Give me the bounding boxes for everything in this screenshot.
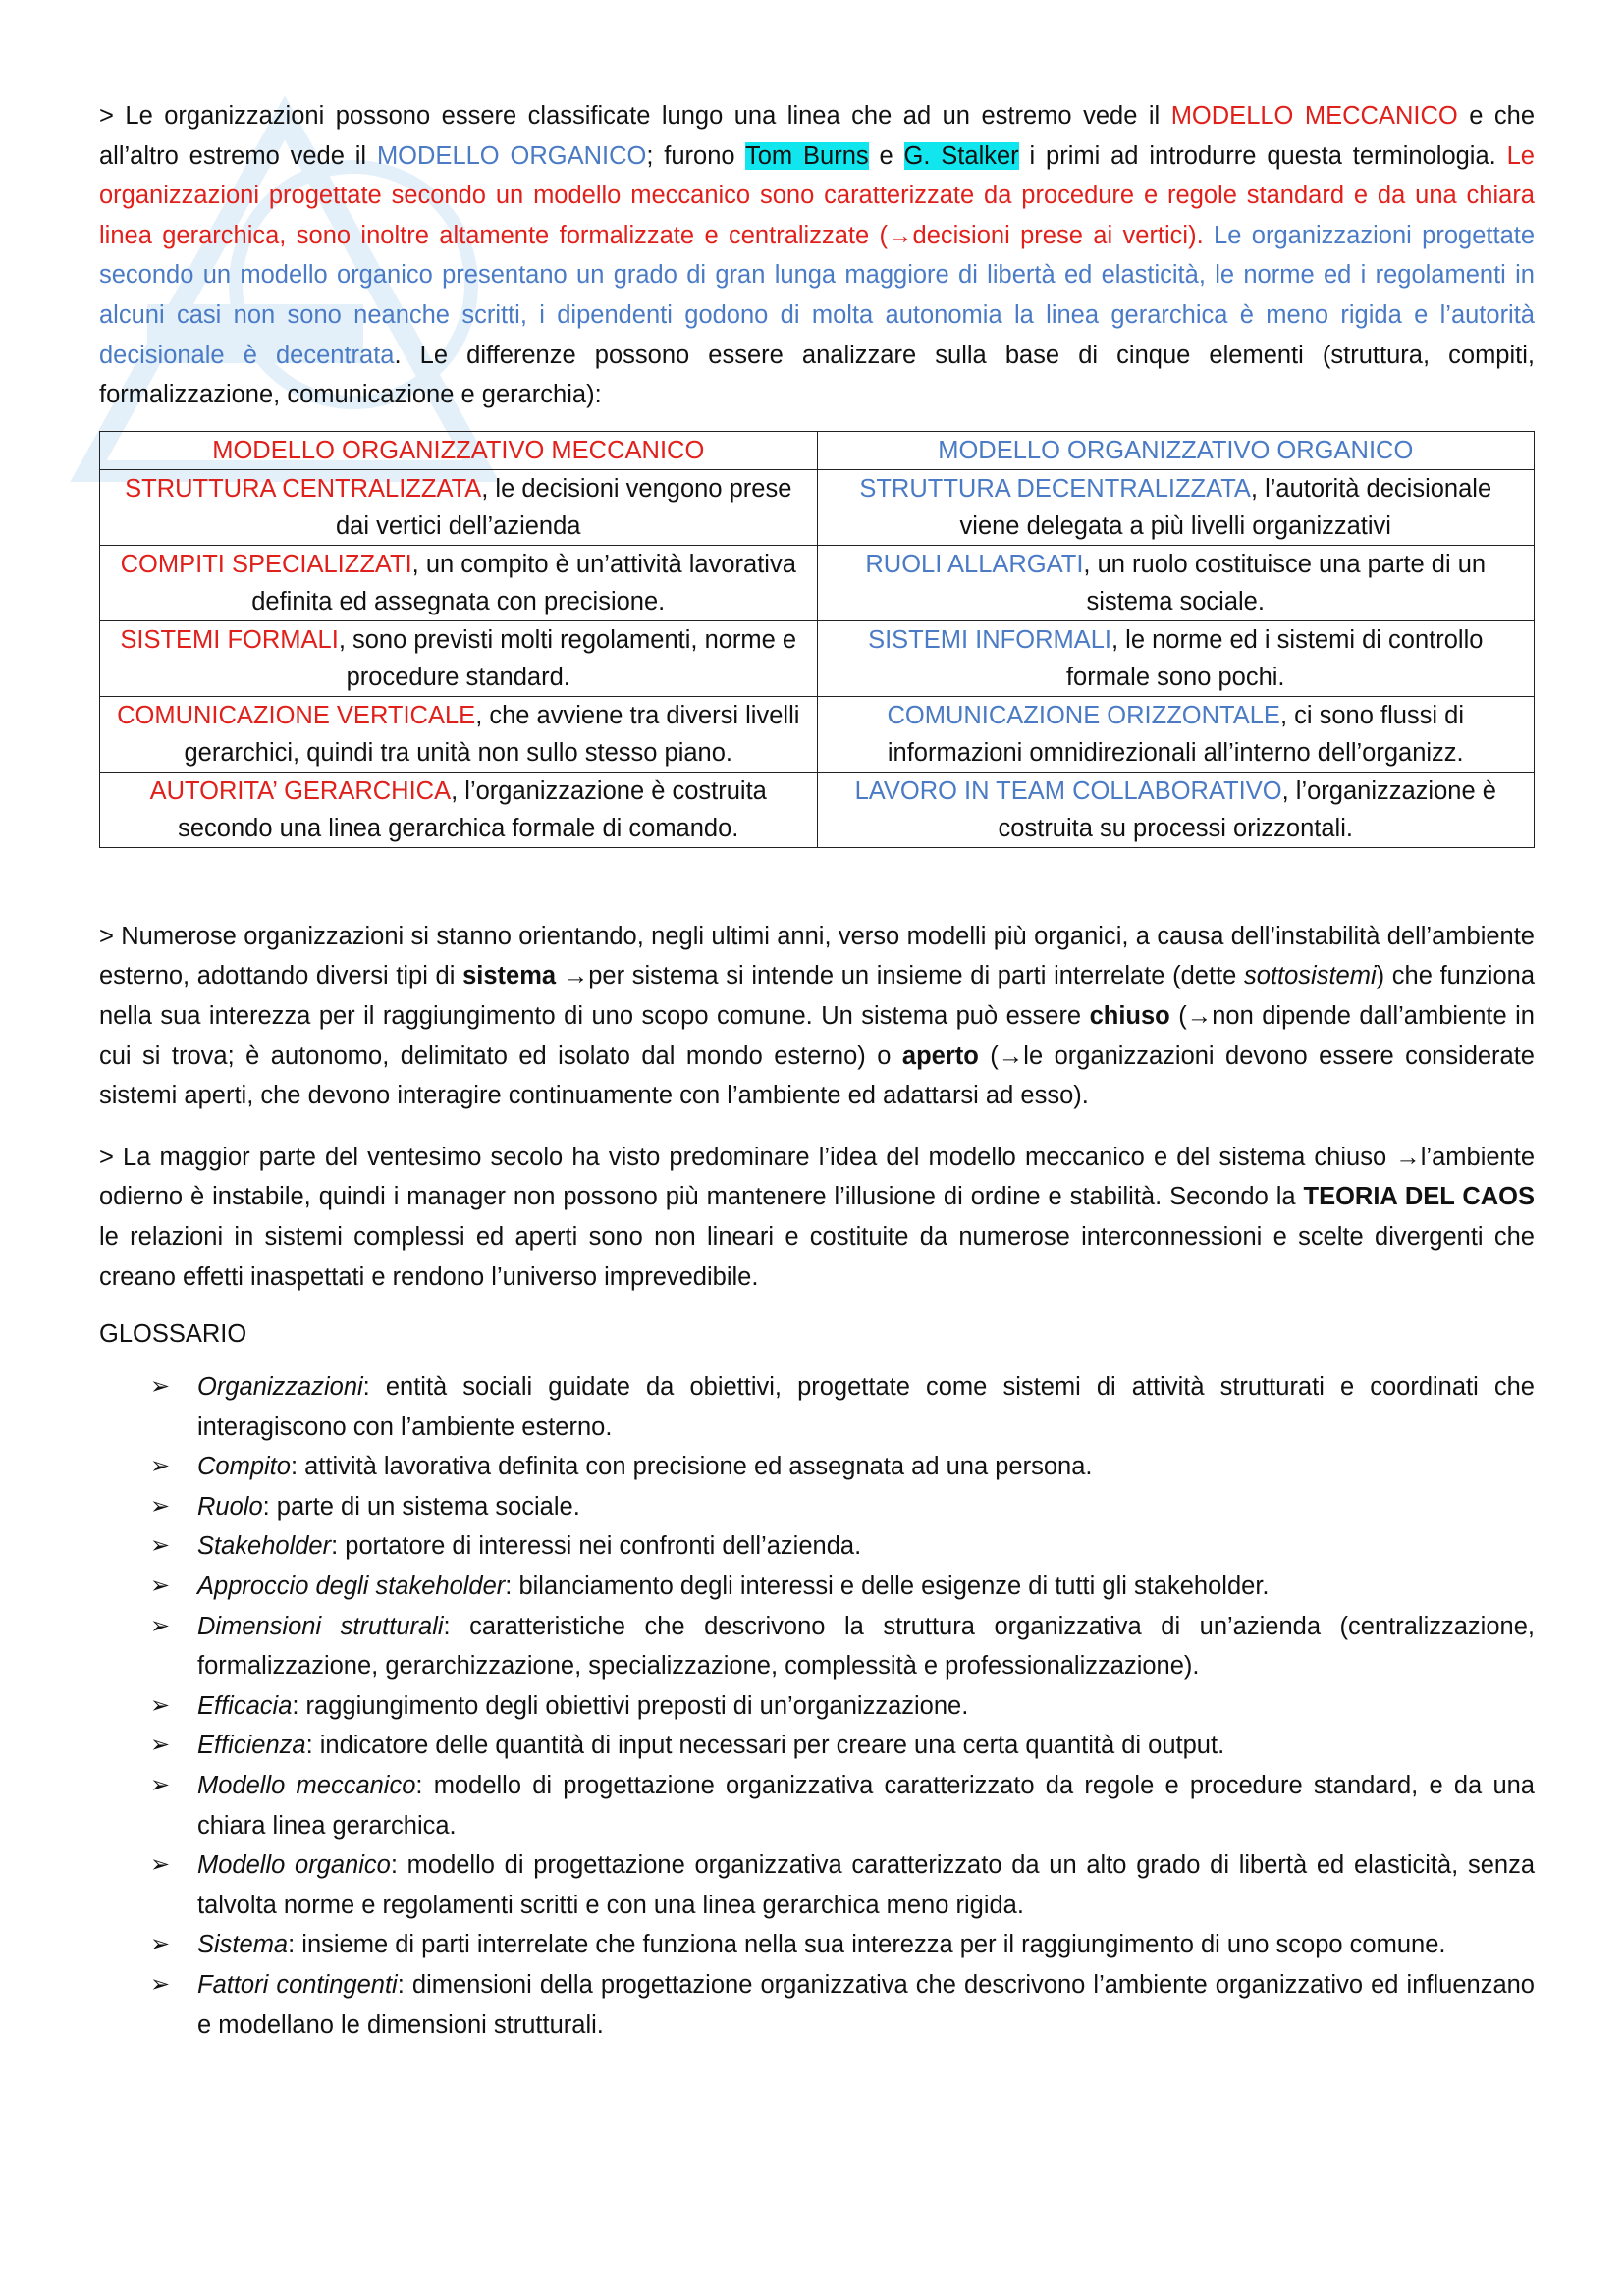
cell-organic: SISTEMI INFORMALI, le norme ed i sistemi di controllo formale sono pochi. <box>817 620 1535 696</box>
arrow-icon: → <box>556 962 589 990</box>
table-row <box>100 545 1535 620</box>
arrowhead-bullet-icon: ➢ <box>150 1573 171 1600</box>
intro-paragraph: > Le organizzazioni possono essere classificate lungo una linea che ad un estremo vede il MODELLO MECCANICO e che all’altro estremo vede il MODELLO ORGANICO; furono Tom Burns e G. Stalker i primi ad introdurre questa terminologia. Le organizzazioni progettate secondo un modello meccanico sono caratterizzate da procedure e regole standard e da una chiara linea gerarchica, sono inoltre altamente formalizzate e centralizzate (→decisioni prese ai vertici). Le organizzazioni progettate secondo un modello organico presentano un grado di gran lunga maggiore di libertà ed elasticità, le norme ed i regolamenti in alcuni casi non sono neanche scritti, i dipendenti godono di molta autonomia la linea gerarchica è meno rigida e l’autorità decisionale è decentrata. Le differenze possono essere analizzare sulla base di cinque elementi (struttura, compiti, formalizzazione, comunicazione e gerarchia): <box>99 102 1536 409</box>
cell-organic: RUOLI ALLARGATI, un ruolo costituisce una parte di un sistema sociale. <box>817 545 1535 620</box>
glossary-title: GLOSSARIO <box>99 1320 247 1349</box>
glossary-item: ➢ Modello organico: modello di progettazione organizzativa caratterizzato da un alto grado di libertà ed elasticità, senza talvolta norme e regolamenti scritti e con una linea gerarchica meno rigida. <box>99 1845 1535 1925</box>
cell-organic: LAVORO IN TEAM COLLABORATIVO, l’organizzazione è costruita su processi orizzontali. <box>817 772 1535 847</box>
cell-organic: STRUTTURA DECENTRALIZZATA, l’autorità decisionale viene delegata a più livelli organizzativi <box>817 469 1535 545</box>
header-organic: MODELLO ORGANIZZATIVO ORGANICO <box>817 431 1535 469</box>
mechanical-model-term: MODELLO MECCANICO <box>1170 102 1458 130</box>
arrowhead-bullet-icon: ➢ <box>150 1732 171 1759</box>
chaos-theory-paragraph: > La maggior parte del ventesimo secolo ha visto predominare l’idea del modello meccanico e del sistema chiuso →l’ambiente odierno è instabile, quindi i manager non possono più mantenere l’illusione di ordine e stabilità. Secondo la TEORIA DEL CAOS le relazioni in sistemi complessi ed aperti sono non lineari e costituite da numerose interconnessioni e scelte divergenti che creano effetti inaspettati e rendono l’universo imprevedibile. <box>99 1143 1535 1291</box>
glossary-item: ➢ Modello meccanico: modello di progettazione organizzativa caratterizzato da regole e procedure standard, e da una chiara linea gerarchica. <box>99 1766 1535 1845</box>
arrow-icon: → <box>1186 1001 1213 1030</box>
cell-mechanical: AUTORITA’ GERARCHICA, l’organizzazione è costruita secondo una linea gerarchica formale di comando. <box>100 772 818 847</box>
glossary-item: ➢ Stakeholder: portatore di interessi nei confronti dell’azienda. <box>99 1526 1535 1567</box>
arrowhead-bullet-icon: ➢ <box>150 1612 171 1639</box>
glossary-item: ➢ Compito: attività lavorativa definita con precisione ed assegnata ad una persona. <box>99 1447 1535 1487</box>
cell-organic: COMUNICAZIONE ORIZZONTALE, ci sono flussi di informazioni omnidirezionali all’interno dell’organizz. <box>817 696 1535 772</box>
table-row <box>100 772 1535 847</box>
cell-mechanical: COMPITI SPECIALIZZATI, un compito è un’attività lavorativa definita ed assegnata con precisione. <box>100 545 818 620</box>
table-row <box>100 620 1535 696</box>
glossary-item: ➢ Approccio degli stakeholder: bilanciamento degli interessi e delle esigenze di tutti gli stakeholder. <box>99 1567 1535 1607</box>
glossary-list <box>99 1367 1535 2045</box>
arrowhead-bullet-icon: ➢ <box>150 1373 171 1401</box>
arrowhead-bullet-icon: ➢ <box>150 1971 171 1998</box>
glossary-item: ➢ Sistema: insieme di parti interrelate che funziona nella sua interezza per il raggiungimento di uno scopo comune. <box>99 1925 1535 1965</box>
document-page <box>99 96 1535 2045</box>
author-burns: Tom Burns <box>744 141 869 170</box>
table-header-row <box>100 431 1535 469</box>
glossary-item: ➢ Ruolo: parte di un sistema sociale. <box>99 1487 1535 1527</box>
glossary-item: ➢ Fattori contingenti: dimensioni della progettazione organizzativa che descrivono l’ambiente organizzativo ed influenzano e modellano le dimensioni strutturali. <box>99 1965 1535 2045</box>
cell-mechanical: SISTEMI FORMALI, sono previsti molti regolamenti, norme e procedure standard. <box>100 620 818 696</box>
arrowhead-bullet-icon: ➢ <box>150 1453 171 1480</box>
systems-paragraph: > Numerose organizzazioni si stanno orientando, negli ultimi anni, verso modelli più organici, a causa dell’instabilità dell’ambiente esterno, adottando diversi tipi di sistema →per sistema si intende un insieme di parti interrelate (dette sottosistemi) che funziona nella sua interezza per il raggiungimento di uno scopo comune. Un sistema può essere chiuso (→non dipende dall’ambiente in cui si trova; è autonomo, delimitato ed isolato dal mondo esterno) o aperto (→le organizzazioni devono essere considerate sistemi aperti, che devono interagire continuamente con l’ambiente ed adattarsi ad esso). <box>99 922 1535 1110</box>
cell-mechanical: COMUNICAZIONE VERTICALE, che avviene tra diversi livelli gerarchici, quindi tra unità non sullo stesso piano. <box>100 696 818 772</box>
header-mechanical: MODELLO ORGANIZZATIVO MECCANICO <box>100 431 818 469</box>
arrow-icon: → <box>1395 1143 1421 1171</box>
glossary-item: ➢ Efficienza: indicatore delle quantità di input necessari per creare una certa quantità di output. <box>99 1726 1535 1766</box>
author-stalker: G. Stalker <box>903 141 1019 170</box>
arrowhead-bullet-icon: ➢ <box>150 1691 171 1719</box>
arrowhead-bullet-icon: ➢ <box>150 1931 171 1958</box>
comparison-table <box>99 431 1535 848</box>
cell-mechanical: STRUTTURA CENTRALIZZATA, le decisioni vengono prese dai vertici dell’azienda <box>100 469 818 545</box>
table-row <box>100 696 1535 772</box>
arrow-icon: → <box>888 221 913 249</box>
glossary-item: ➢ Dimensioni strutturali: caratteristiche che descrivono la struttura organizzativa di un’azienda (centralizzazione, formalizzazione, gerarchizzazione, specializzazione, complessità e professionalizzazione). <box>99 1607 1535 1686</box>
table-row <box>100 469 1535 545</box>
organic-model-term: MODELLO ORGANICO <box>376 141 647 170</box>
arrowhead-bullet-icon: ➢ <box>150 1772 171 1799</box>
arrowhead-bullet-icon: ➢ <box>150 1851 171 1879</box>
arrow-icon: → <box>998 1041 1024 1070</box>
glossary-item: ➢ Organizzazioni: entità sociali guidate da obiettivi, progettate come sistemi di attività strutturati e coordinati che interagiscono con l’ambiente esterno. <box>99 1367 1535 1447</box>
glossary-item: ➢ Efficacia: raggiungimento degli obiettivi preposti di un’organizzazione. <box>99 1686 1535 1727</box>
arrowhead-bullet-icon: ➢ <box>150 1492 171 1520</box>
arrowhead-bullet-icon: ➢ <box>150 1532 171 1560</box>
